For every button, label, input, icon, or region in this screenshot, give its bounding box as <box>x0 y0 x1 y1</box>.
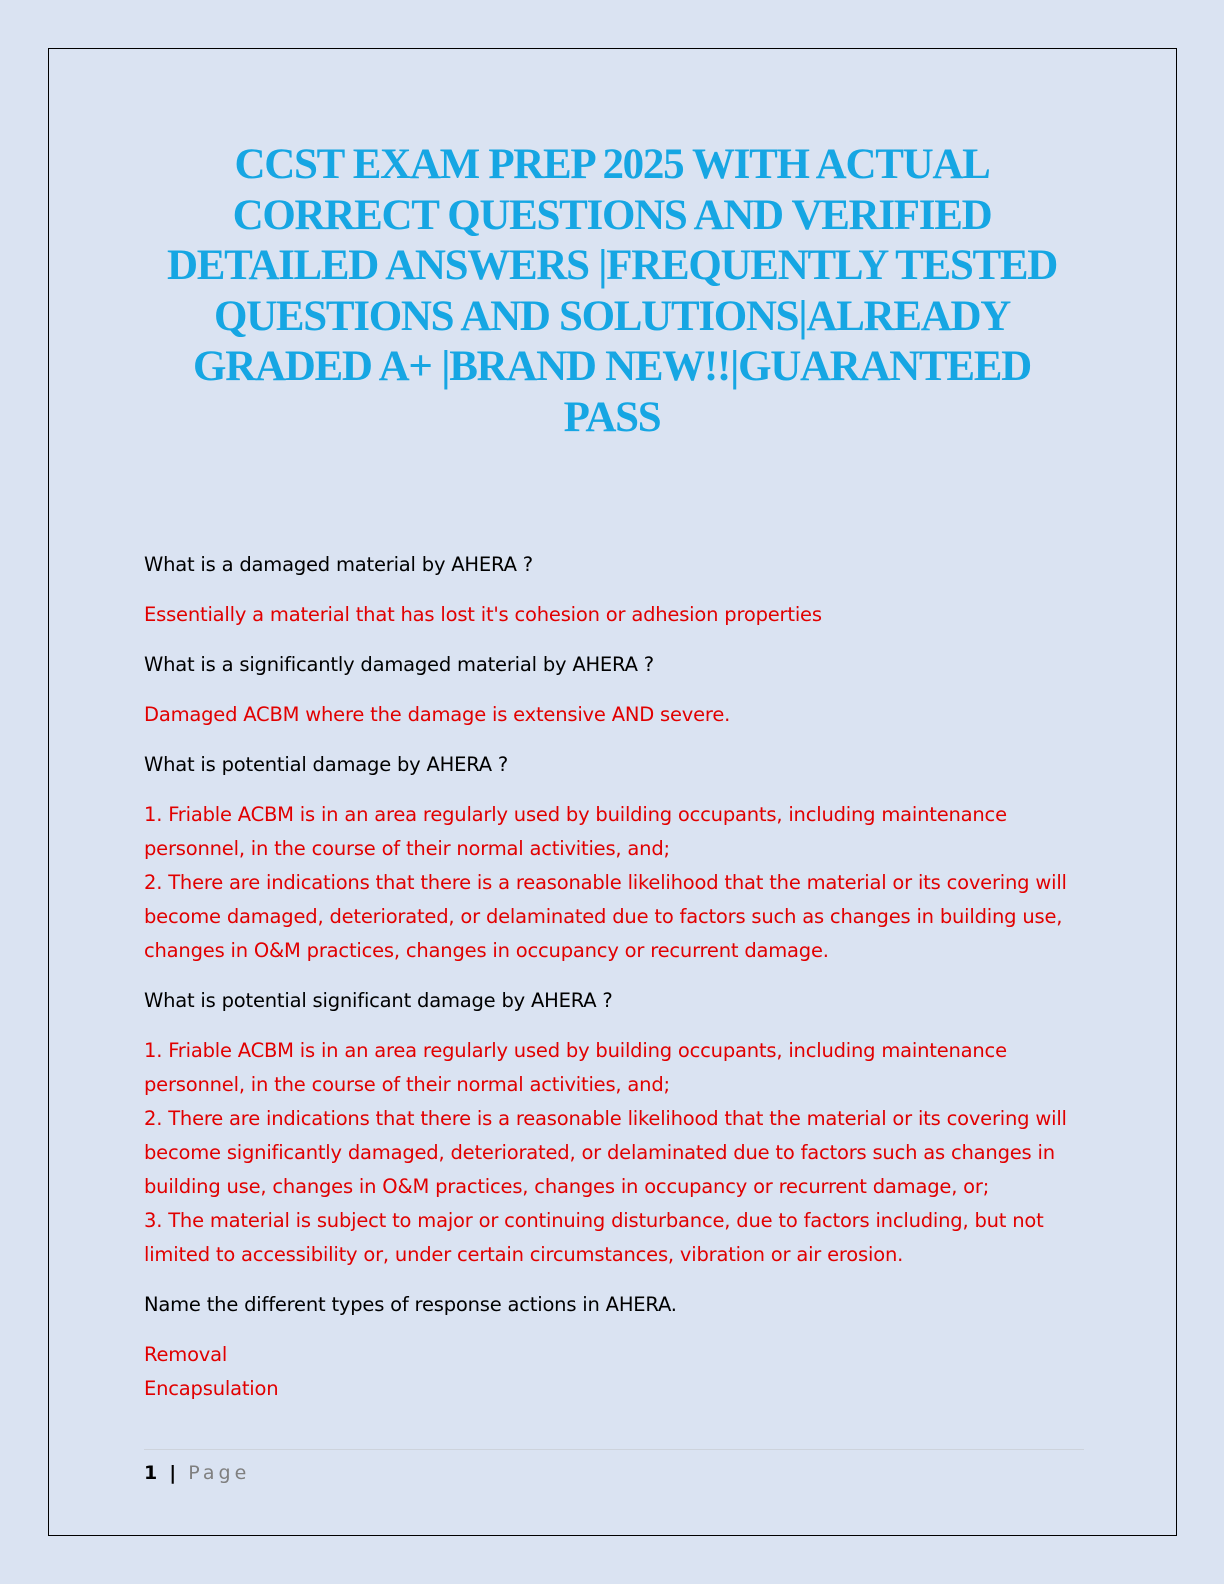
answer-5 <box>144 1338 1089 1406</box>
answer-3 <box>144 798 1089 968</box>
question-3: What is potential damage by AHERA ? <box>144 753 509 776</box>
question-1: What is a damaged material by AHERA ? <box>144 553 533 576</box>
answer-line: Encapsulation <box>144 1377 279 1400</box>
page-number: 1 <box>144 1462 158 1484</box>
answer-line: 2. There are indications that there is a reasonable likelihood that the material or its covering will become damaged, deteriorated, or delaminated due to factors such as changes in building use, changes in O&M practices, changes in occupancy or recurrent damage. <box>144 871 1067 962</box>
page-footer <box>144 1459 250 1487</box>
answer-line: 1. Friable ACBM is in an area regularly used by building occupants, including maintenance personnel, in the course of their normal activities, and; <box>144 1039 1007 1096</box>
answer-2 <box>144 698 1089 732</box>
answer-line: 2. There are indications that there is a reasonable likelihood that the material or its covering will become significantly damaged, deteriorated, or delaminated due to factors such as changes in building use, changes in O&M practices, changes in occupancy or recurrent damage, or; <box>144 1107 1067 1198</box>
answer-line: 3. The material is subject to major or continuing disturbance, due to factors including, but not limited to accessibility or, under certain circumstances, vibration or air erosion. <box>144 1209 1044 1266</box>
qa-content <box>144 548 1089 1422</box>
question-2: What is a significantly damaged material by AHERA ? <box>144 653 654 676</box>
footer-separator: | <box>169 1462 177 1484</box>
document-title: CCST EXAM PREP 2025 WITH ACTUAL CORRECT QUESTIONS AND VERIFIED DETAILED ANSWERS |FREQUENTLY TESTED QUESTIONS AND SOLUTIONS|ALREADY GRADED A+ |BRAND NEW!!|GUARANTEED PASS <box>167 141 1057 441</box>
answer-line: Essentially a material that has lost it's cohesion or adhesion properties <box>144 603 822 626</box>
answer-line: 1. Friable ACBM is in an area regularly used by building occupants, including maintenance personnel, in the course of their normal activities, and; <box>144 803 1007 860</box>
answer-4 <box>144 1034 1089 1272</box>
page-label: Page <box>188 1462 251 1484</box>
answer-line: Damaged ACBM where the damage is extensive AND severe. <box>144 703 731 726</box>
question-5: Name the different types of response actions in AHERA. <box>144 1293 677 1316</box>
footer-divider <box>144 1449 1084 1450</box>
question-4: What is potential significant damage by AHERA ? <box>144 989 613 1012</box>
answer-line: Removal <box>144 1343 228 1366</box>
answer-1 <box>144 598 1089 632</box>
